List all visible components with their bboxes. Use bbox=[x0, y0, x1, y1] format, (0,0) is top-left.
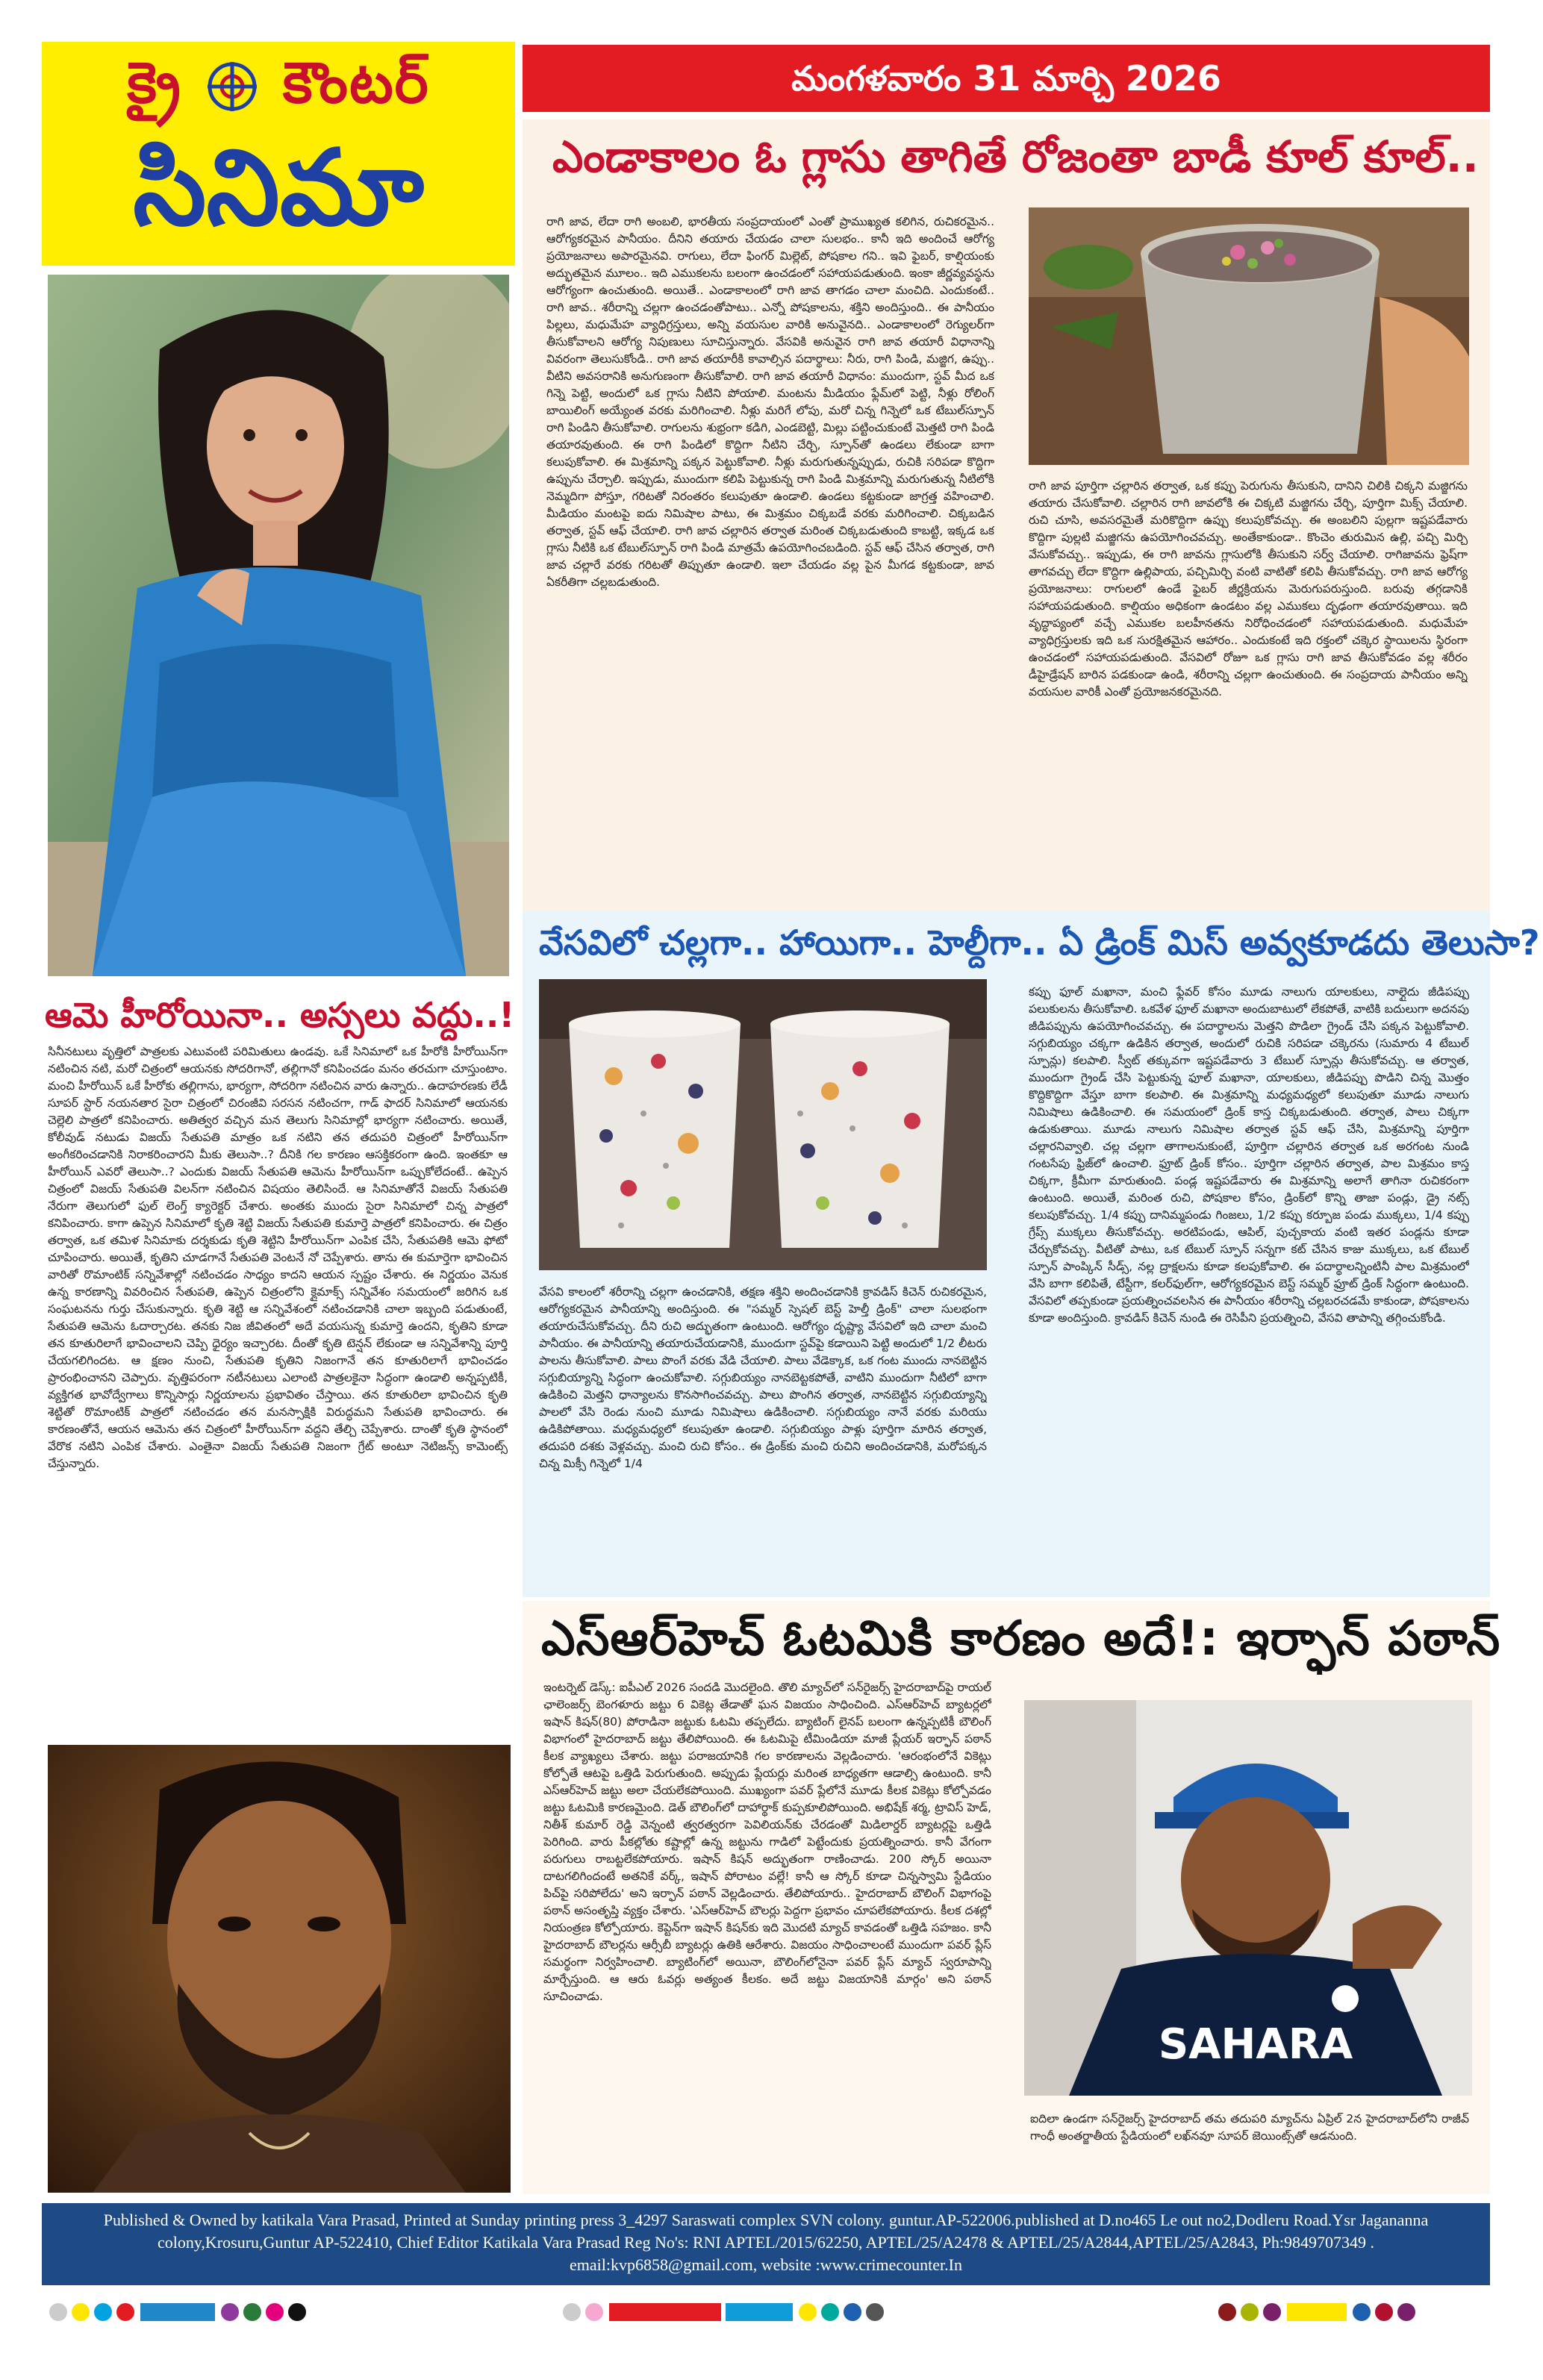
actress-headline: ఆమె హీరోయినా.. అస్సలు వద్దు..! bbox=[45, 995, 515, 1035]
drink-article-col1 bbox=[539, 1284, 987, 1590]
drink-headline: వేసవిలో చల్లగా.. హాయిగా.. హెల్దీగా.. ఏ డ్రింక్ మిస్ అవ్వకూడదు తెలుసా? bbox=[539, 922, 1540, 963]
srh-caption-text: ఐదిలా ఉండగా సన్‌రైజర్స్ హైదరాబాద్ తమ తదుపరి మ్యాచ్‌ను ఏప్రిల్ 2న హైదరాబాద్‌లోని రాజీవ్ గాంధీ అంతర్జాతీయ స్టేడియంలో లఖ్‌నవూ సూపర్ జెయింట్స్‌తో ఆడనుంది. bbox=[1030, 2112, 1469, 2143]
imprint-footer bbox=[42, 2203, 1490, 2285]
section-title: సినిమా bbox=[133, 128, 424, 249]
registration-bar-right bbox=[1217, 2302, 1486, 2322]
actor-photo bbox=[48, 1745, 511, 2193]
logo-left-text: క్రై bbox=[127, 49, 182, 116]
srh-headline: ఎస్ఆర్‌హెచ్ ఓటమికి కారణం అదే!: ఇర్ఫాన్ పఠాన్ bbox=[541, 1611, 1501, 1667]
irfan-pathan-photo bbox=[1024, 1700, 1472, 2096]
date-line: మంగళవారం 31 మార్చి 2026 bbox=[523, 45, 1490, 112]
logo-right-text: కౌంటర్ bbox=[282, 49, 430, 116]
jersey-sponsor-text: SAHARA bbox=[1158, 2020, 1353, 2069]
registration-bar-left bbox=[48, 2302, 317, 2322]
fruit-drink-photo bbox=[539, 979, 987, 1270]
srh-photo-caption bbox=[1030, 2111, 1469, 2185]
crosshair-logo-icon bbox=[208, 62, 257, 111]
ragi-article-col1 bbox=[546, 213, 994, 900]
ragi-headline: ఎండాకాలం ఓ గ్లాసు తాగితే రోజంతా బాడీ కూల్ కూల్.. bbox=[552, 131, 1479, 182]
actress-article-body bbox=[48, 1043, 508, 1745]
masthead bbox=[42, 42, 515, 266]
drink-text-col1: వేసవి కాలంలో శరీరాన్ని చల్లగా ఉంచడానికి, తక్షణ శక్తిని అందించడానికి క్రావడిస్ కిచెన్ రుచికరమైన, ఆరోగ్యకరమైన పానీయాన్ని అందిస్తుంది. ఈ "సమ్మర్ స్పెషల్ బెస్ట్ హెల్తీ డ్రింక్" చాలా సులభంగా తయారుచేసుకోవచ్చు. దీని రుచి అద్భుతంగా ఉంటుంది. ఆరోగ్యం దృష్ట్యా వేసవిలో ఇది చాలా మంచి పానీయం. ఈ పానీయాన్ని తయారుచేయడానికి, ముందుగా స్టవ్‌పై కడాయిని పెట్టి అందులో 1/2 లీటరు పాలను తీసుకోవాలి. పాలు పొంగే వరకు వేడి చేయాలి. పాలు వేడెక్కాక, ఒక గంట ముందు నానబెట్టిన సగ్గుబియ్యాన్ని సిద్ధంగా ఉంచుకోవాలి. సగ్గుబియ్యం నానబెట్టకపోతే, వాటిని ముందుగా నీటిలో బాగా ఉడికించి మెత్తని ధాన్యాలను కొనసాగించవచ్చు. పాలు పొంగిన తర్వాత, నానబెట్టిన సగ్గుబియ్యాన్ని పాలలో వేసి రెండు నుంచి మూడు నిమిషాలు ఉడికించాలి. సగ్గుబియ్యం నానే వరకు మరియు ఉడికిపోతాయి. మధ్యమధ్యలో కలుపుతూ ఉండాలి. సగ్గుబియ్యం పాళ్లు పూర్తిగా మారిన తర్వాత, తదుపరి దశకు వెళ్లవచ్చు. మంచి రుచి కోసం.. ఈ డ్రింక్‌కు మంచి రుచిని అందించడానికి, మరోపక్కన చిన్న మిక్సీ గిన్నెలో 1/4 bbox=[539, 1285, 987, 1470]
actress-photo bbox=[48, 275, 509, 976]
ragi-article-col2 bbox=[1029, 478, 1468, 903]
footer-line-2: colony,Krosuru,Guntur AP-522410, Chief Editor Katikala Vara Prasad Reg No's: RNI APTEL/2015/62250, APTEL/25/A2478 & APTEL/25/A2844,APTEL/25/A2843, Ph:9849707349 . bbox=[157, 2233, 1375, 2252]
footer-line-3: email:kvp6858@gmail.com, website :www.crimecounter.In bbox=[570, 2255, 962, 2274]
registration-bar-center bbox=[561, 2302, 950, 2322]
masthead-logo bbox=[42, 49, 515, 130]
srh-article-text: ఇంటర్నెట్ డెస్క్: ఐపీఎల్ 2026 సందడి మొదలైంది. తొలి మ్యాచ్‌లో సన్‌రైజర్స్ హైదరాబాద్‌పై రాయల్ ఛాలెంజర్స్ బెంగళూరు జట్టు 6 వికెట్ల తేడాతో ఘన విజయం సాధించింది. ఎస్ఆర్‌హెచ్ బ్యాటర్లలో ఇషాన్ కిషన్(80) పోరాడినా జట్టుకు ఓటమి తప్పలేదు. బ్యాటింగ్ లైనప్ బలంగా ఉన్నప్పటికీ బౌలింగ్ విభాగంలో హైదరాబాద్ జట్టు తేలిపోయింది. ఈ ఓటమిపై టీమిండియా మాజీ ప్లేయర్ ఇర్ఫాన్ పఠాన్ కీలక వ్యాఖ్యలు చేశారు. జట్టు పరాజయానికి గల కారణాలను వెల్లడించారు. 'ఆరంభంలోనే వికెట్లు కోల్పోతే ఆటపై ఒత్తిడి పెరుగుతుంది. అప్పుడు ప్లేయర్లు మరింత బాధ్యతగా ఆడాల్సి ఉంటుంది. కానీ ఎస్ఆర్‌హెచ్ జట్టు అలా చేయలేకపోయింది. ముఖ్యంగా పవర్ ప్లేలోనే మూడు కీలక వికెట్లు కోల్పోవడం జట్టు ఓటమికి కారణమైంది. డెత్ బౌలింగ్‌లో దాహార్థాక్ కుప్పకూలిపోయింది. అభిషేక్ శర్మ, ట్రావిస్ హెడ్, నితీశ్ కుమార్ రెడ్డి వెన్నంటి త్వరత్వరగా పెవిలియన్‌కు చేరడంతో మిడిలార్డర్ బ్యాటర్లపై ఒత్తిడి పెరిగింది. వారు పీకల్లోతు కష్టాల్లో ఉన్న జట్టును గాడిలో పెట్టేందుకు ప్రయత్నించారు. కానీ వేగంగా పరుగులు రాబట్టలేకపోయారు. ఇషాన్ కిషన్ అద్భుతంగా రాణించాడు. 200 స్కోర్ అయినా దాటగలిగిందంటే అతనికే వర్క్, ఇషాన్ పోరాటం వల్లే! కానీ ఆ స్కోర్ కూడా చిన్నస్వామి స్టేడియం పిచ్‌పై సరిపోలేదు' అని ఇర్ఫాన్ పఠాన్ వెల్లడించారు. తేలిపోయారు.. హైదరాబాద్ బౌలింగ్ విభాగంపై పఠాన్ అసంతృప్తి వ్యక్తం చేశారు. 'ఎస్ఆర్‌హెచ్ బౌలర్లు పెద్దగా ప్రభావం చూపలేకపోయారు. కీలక దశల్లో నియంత్రణ కోల్పోయారు. కెప్టెన్‌గా ఇషాన్ కిషన్‌కు ఇది మొదటి మ్యాచ్ కావడంతో ఒత్తిడి సహజం. కానీ హైదరాబాద్ బౌలర్లను ఆర్సీబీ బ్యాటర్లు ఉతికి ఆరేశారు. విజయం సాధించాలంటే ముందుగా పవర్ ప్లేస్ సమర్థంగా నిర్వహించాలి. బ్యాటింగ్‌లో అయినా, బౌలింగ్‌లోనైనా పవర్ ప్లేస్ మ్యాచ్ స్వరూపాన్ని మార్చేస్తుంది. ఆ ఆరు ఓవర్లు అత్యంత కీలకం. అదే జట్టు విజయానికి మార్గం' అని పఠాన్ సూచించాడు. bbox=[543, 1681, 991, 2003]
drink-article-col2 bbox=[1029, 984, 1469, 1592]
actress-article-text: సినీనటులు వృత్తిలో పాత్రలకు ఎటువంటి పరిమితులు ఉండవు. ఒకే సినిమాలో ఒక హీరోకి హీరోయిన్‌గా నటించిన నటి, మరో చిత్రంలో ఆయనకు సోదరిగానో, తల్లిగానో కనిపించడం మనం తరచుగా చూస్తుంటాం. మంచి హీరోయిన్ ఒకే హీరోకు తల్లిగాను, భార్యగా, సోదరిగా నటించిన వారు ఉన్నారు.. ఉదాహరణకు లేడీ సూపర్ స్టార్ నయనతార సైరా చిత్రంలో చిరంజీవి సరసన నటించగా, గాడ్ ఫాదర్ సినిమాలో ఆయనకు చెల్లెలి పాత్రలో కనిపించారు. అతిత్వర వచ్చిన మన తెలుగు సినిమాల్లో భార్యగా నటించారు. అయితే, కోలీవుడ్ నటుడు విజయ్ సేతుపతి మాత్రం ఒక నటిని తన తదుపరి చిత్రంలో హీరోయిన్‌గా అంగీకరించడానికి నిరాకరించారని మీకు తెలుసా..? దీనికి గల కారణం ఆసక్తికరంగా ఉంది. ఇంతకూ ఆ హీరోయిన్ ఎవరో తెలుసా..? ఎందుకు విజయ్ సేతుపతి ఆమెను హీరోయిన్‌గా ఒప్పుకోలేదంటే.. ఉప్పెన చిత్రంలో విజయ్ సేతుపతి విలన్‌గా నటించిన విషయం తెలిసిందే. ఆ సినిమాతోనే విజయ్ సేతుపతి నేరుగా తెలుగులో ఫుల్ లెంగ్త్ క్యారెక్టర్ చేశారు. అంతకు ముందు సైరా సినిమాలో చిన్న పాత్రలో కనిపించారు. కాగా ఉప్పెన సినిమాలో కృతి శెట్టి విజయ్ సేతుపతి కుమార్తె పాత్రలో కనిపించారు. ఈ చిత్రం తర్వాత, ఒక తమిళ సినిమాకు దర్శకుడు కృతి శెట్టిని హీరోయిన్‌గా ఎంపిక చేసి, సేతుపతికి ఆమె ఫోటో చూపించారు. అయితే, కృతిని చూడగానే సేతుపతి వెంటనే నో చెప్పేశారు. తాను ఈ కుమార్తెగా భావించిన వారితో రొమాంటిక్ సన్నివేశాల్లో నటించడం సాధ్యం కాదని ఆయన స్పష్టం చేశారు. ఈ నిర్ణయం వెనుక ఉన్న కారణాన్ని వివరించిన సేతుపతి, ఉప్పెన చిత్రంలోని క్లైమాక్స్ సన్నివేశం సమయంలో జరిగిన ఒక సంఘటనను గుర్తు చేసుకున్నారు. కృతి శెట్టి ఆ సన్నివేశంలో నటించడానికి చాలా ఇబ్బంది పడుతుంటే, సేతుపతి ఆమెను ఓదార్చారట. తనకు నిజ జీవితంలో అదే వయసున్న కుమార్తె ఉందని, కృతిని కూడా తన కూతురిలాగే భావించాలని చెప్పి ధైర్యం ఇచ్చారట. దీంతో కృతి టెన్షన్ లేకుండా ఆ సన్నివేశాన్ని పూర్తి చేయగలిగిందట. ఆ క్షణం నుంచి, సేతుపతి కృతిని నిజంగానే తన కూతురిలాగే భావించడం ప్రారంభించానని చెప్పారు. వృత్తిపరంగా నటీనటులు ఎలాంటి పాత్రలకైనా సిద్ధంగా ఉండాలి అన్నప్పటికీ, వ్యక్తిగత భావోద్వేగాలు కొన్నిసార్లు నిర్ణయాలను ప్రభావితం చేస్తాయి. తన కూతురిలా భావించిన కృతి శెట్టితో రొమాంటిక్ పాత్రలో నటించడం తన మనస్సాక్షికి విరుద్ధమని సేతుపతి భావించారు. ఈ కారణంతోనే, ఆయన ఆమెను తన చిత్రంలో హీరోయిన్‌గా వద్దని తేల్చి చెప్పేశారు. దాంతో కృతి స్థానంలో వేరొక నటిని ఎంపిక చేశారు. ఎంతైనా విజయ్ సేతుపతి నిజంగా గ్రేట్ అంటూ నెటిజన్స్ కామెంట్స్ చేస్తున్నారు. bbox=[48, 1045, 508, 1470]
ragi-text-col2: రాగి జావ పూర్తిగా చల్లారిన తర్వాత, ఒక కప్పు పెరుగును తీసుకుని, దానిని చిలికి చిక్కని మజ్జిగను తయారు చేసుకోవాలి. చల్లారిన రాగి జావలోకి ఈ చిక్కటి మజ్జిగను చేర్చి, పూర్తిగా మిక్స్ చేయాలి. రుచి చూసి, అవసరమైతే మరికొద్దిగా ఉప్పు కలుపుకోవచ్చు. ఈ అంబలిని పుల్లగా ఇష్టపడేవారు కొద్దిగా పుల్లటి మజ్జిగను ఉపయోగించవచ్చు. అంతేకాకుండా.. కొంచెం తురుమిన ఉల్లి, పచ్చి మిర్చి వేసుకోవచ్చు.. ఇప్పుడు, ఈ రాగి జావను గ్లాసులోకి తీసుకుని సర్వ్ చేయాలి. రాగిజావను ఫ్రెష్‌గా తాగవచ్చు లేదా కొద్దిగా ఉల్లిపాయ, పచ్చిమిర్చి వంటి వాటితో కలిపి తీసుకోవచ్చు. రాగి జావ ఆరోగ్య ప్రయోజనాలు: రాగులలో ఉండే ఫైబర్ జీర్ణక్రియను మెరుగుపరుస్తుంది. బరువు తగ్గడానికి సహాయపడుతుంది. కాల్షియం అధికంగా ఉండటం వల్ల ఎముకలు దృఢంగా తయారవుతాయి. ఇది వృద్ధాప్యంలో వచ్చే ఎముకల బలహీనతను నిరోధించడంలో సహాయపడుతుంది. మధుమేహ వ్యాధిగ్రస్తులకు ఇది ఒక సురక్షితమైన ఆహారం.. ఎందుకంటే ఇది రక్తంలో చక్కెర స్థాయిలను స్థిరంగా ఉంచడంలో సహాయపడుతుంది. వేసవిలో రోజూ ఒక గ్లాసు రాగి జావ తీసుకోవడం వల్ల శరీరం డీహైడ్రేషన్ బారిన పడకుండా ఉండి, శరీరాన్ని చల్లగా ఉంచుతుంది. ఈ సంప్రదాయ పానీయం అన్ని వయసుల వారికీ ఎంతో ప్రయోజనకరమైనది. bbox=[1029, 479, 1468, 699]
ragi-text-col1: రాగి జావ, లేదా రాగి అంబలి, భారతీయ సంప్రదాయంలో ఎంతో ప్రాముఖ్యత కలిగిన, రుచికరమైన.. ఆరోగ్యకరమైన పానీయం. దీనిని తయారు చేయడం చాలా సులభం.. కానీ ఇది అందించే ఆరోగ్య ప్రయోజనాలు అపారమైనవి. రాగులు, లేదా ఫింగర్ మిల్లెట్, పోషకాల గని.. ఇవి ఫైబర్, కాల్షియంకు అద్భుతమైన మూలం.. ఇది ఎముకలను బలంగా ఉంచడంలో సహాయపడుతుంది. ఇంకా జీర్ణవ్యవస్థను ఆరోగ్యంగా ఉంచుతుంది. అయితే.. ఎండాకాలంలో రాగి జావ తాగడం చాలా మంచిది. ఎందుకంటే.. రాగి జావ.. శరీరాన్ని చల్లగా ఉంచడంతోపాటు.. ఎన్నో పోషకాలను, శక్తిని అందిస్తుంది.. ఈ పానీయం పిల్లలు, మధుమేహ వ్యాధిగ్రస్తులు, అన్ని వయసుల వారికి అనువైనది.. ఎండాకాలంలో రెగ్యులర్‌గా తీసుకోవాలని ఆరోగ్య నిపుణులు సూచిస్తున్నారు. వేసవికి అనువైన రాగి జావ తయారీ విధానాన్ని వివరంగా తెలుసుకోండి.. రాగి జావ తయారీకి కావాల్సిన పదార్థాలు: నీరు, రాగి పిండి, మజ్జిగ, ఉప్పు.. వీటిని అవసరానికి అనుగుణంగా తీసుకోవాలి. రాగి జావ తయారీ విధానం: ముందుగా, స్టవ్ మీద ఒక గిన్నె పెట్టి, అందులో ఒక గ్లాసు నీటిని పోయాలి. మంటను మీడియం ఫ్లేమ్‌లో పెట్టి, నీళ్లు రోలింగ్ బాయిలింగ్ అయ్యేంత వరకు మరిగించాలి. నీళ్లు మరిగే లోపు, మరో చిన్న గిన్నెలో ఒక టేబుల్‌స్పూన్ రాగి పిండిని తీసుకోవాలి. రాగులను శుభ్రంగా కడిగి, ఎండబెట్టి, మిల్లు పట్టించుకుంటే మెత్తటి రాగి పిండి తయారవుతుంది. ఈ రాగి పిండిలో కొద్దిగా నీటిని చేర్చి, స్పూన్‌తో ఉండలు లేకుండా బాగా కలుపుకోవాలి. ఈ మిశ్రమాన్ని పక్కన పెట్టుకోవాలి. నీళ్లు మరుగుతున్నప్పుడు, రుచికి సరిపడా కొద్దిగా ఉప్పును చేర్చాలి. ఇప్పుడు, ముందుగా కలిపి పెట్టుకున్న రాగి పిండి మిశ్రమాన్ని మరుగుతున్న నీటిలోకి నెమ్మదిగా పోస్తూ, గరిటతో నిరంతరం కలుపుతూ ఉండాలి. ఉండలు కట్టకుండా జాగ్రత్త వహించాలి. మీడియం మంటపై ఐదు నిమిషాల పాటు, ఈ మిశ్రమం చిక్కబడే వరకు మరిగించాలి. చిక్కబడిన తర్వాత, స్టవ్ ఆఫ్ చేయాలి. రాగి జావ చల్లారిన తర్వాత మరింత చిక్కబడుతుంది కాబట్టి, ఇక్కడ ఒక గ్లాసు నీటికి ఒక టేబుల్‌స్పూన్ రాగి పిండి మాత్రమే ఉపయోగించబడింది. స్టవ్ ఆఫ్ చేసిన తర్వాత, రాగి జావ చల్లారే వరకు గరిటతో తిప్పుతూ ఉండాలి. ఇలా చేయడం వల్ల పైన మీగడ కట్టకుండా, జావ ఏకరీతిగా చల్లబడుతుంది. bbox=[546, 215, 994, 589]
srh-article-body bbox=[543, 1679, 991, 2194]
ragi-drink-photo bbox=[1029, 207, 1469, 465]
drink-text-col2: కప్పు ఫూల్ మఖానా, మంచి ఫ్లేవర్ కోసం మూడు నాలుగు యాలకులు, నాల్గైదు జీడిపప్పు పలుకులను తీసుకోవాలి. ఒకవేళ ఫూల్ మఖానా అందుబాటులో లేకపోతే, వాటికి బదులుగా అదనపు జీడిపప్పును ఉపయోగించవచ్చు. ఈ పదార్థాలను మెత్తని పొడిలా గ్రైండ్ చేసి పక్కన పెట్టుకోవాలి. సగ్గుబియ్యం చక్కగా ఉడికిన తర్వాత, అందులో రుచికి సరిపడా చక్కెరను (సుమారు 4 టేబుల్ స్పూన్లు) కలపాలి. స్వీట్ తక్కువగా ఇష్టపడేవారు 3 టేబుల్ స్పూన్లు తీసుకోవచ్చు. ఆ తర్వాత, ముందుగా గ్రైండ్ చేసి పెట్టుకున్న ఫూల్ మఖానా, యాలకులు, జీడిపప్పు పొడిని చిన్న మొత్తం కొద్దికొద్దిగా వేస్తూ బాగా కలపాలి. ఈ మిశ్రమాన్ని మధ్యమధ్యలో కలుపుతూ మూడు నాలుగు నిమిషాలు ఉడికించాలి. ఈ సమయంలో డ్రింక్ కాస్త చిక్కబడుతుంది. తర్వాత, పాలు చిక్కగా ఉడుకుతాయి. మూడు నాలుగు నిమిషాల తర్వాత స్టవ్ ఆఫ్ చేసి, మిశ్రమాన్ని పూర్తిగా చల్లారనివ్వాలి. చల్ల చల్లగా తాగాలనుకుంటే, పూర్తిగా చల్లారిన తర్వాత ఒక అరగంట నుండి గంటసేపు ఫ్రిజ్‌లో ఉంచాలి. ఫ్రూట్ డ్రింక్ కోసం.. పూర్తిగా చల్లారిన తర్వాత, పాల మిశ్రమం కాస్త చిక్కగా, క్రీమీగా మారుతుంది. పండ్ల ఇష్టపడేవారు ఈ మిశ్రమాన్ని అలాగే తాగినా రుచికరంగా ఉంటుంది. అయితే, మరింత రుచి, పోషకాల కోసం, డ్రింక్‌లో కొన్ని తాజా పండ్లు, డ్రై నట్స్ కలుపుకోవచ్చు. 1/4 కప్పు దానిమ్మపండు గింజలు, 1/2 కప్పు కర్బూజ పండు ముక్కలు, 1/4 కప్పు గ్రేప్స్ ముక్కలు తీసుకోవచ్చు. అరటిపండు, ఆపిల్, పుచ్చకాయ వంటి ఇతర పండ్లను కూడా చేర్చుకోవచ్చు. వీటితో పాటు, ఒక టేబుల్ స్పూన్ సన్నగా కట్ చేసిన కాజు ముక్కలు, ఒక టేబుల్ స్పూన్ పాంప్కిన్ సీడ్స్, నల్ల ద్రాక్షలను కూడా కలపుకోవాలి. ఈ పదార్థాలన్నింటినీ పాల మిశ్రమంలో వేసి బాగా కలిపితే, టేస్టీగా, కలర్‌ఫుల్‌గా, ఆరోగ్యకరమైన బెస్ట్ సమ్మర్ ఫ్రూట్ డ్రింక్ సిద్ధంగా ఉంటుంది. వేసవిలో తప్పకుండా ప్రయత్నించవలసిన ఈ పానీయం శరీరాన్ని చల్లబరచడమే కాకుండా, పోషకాలను కూడా అందిస్తుంది. క్రావడిస్ కిచెన్ నుండి ఈ రెసిపీని ప్రయత్నించి, వేసవి తాపాన్ని తగ్గించుకోండి. bbox=[1029, 985, 1469, 1325]
footer-line-1: Published & Owned by katikala Vara Prasad, Printed at Sunday printing press 3_4297 Saraswati complex SVN colony. guntur.AP-522006.published at D.no465 Le out no2,Dodleru Road.Ysr Jagananna bbox=[103, 2211, 1429, 2229]
